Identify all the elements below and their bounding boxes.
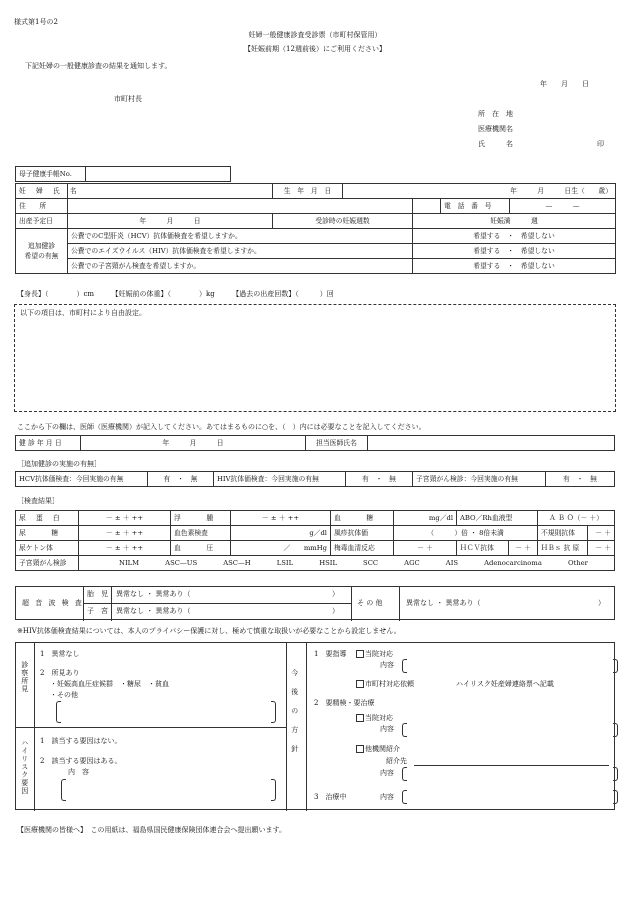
urine-sugar-value[interactable]: － ± ＋ ++ [79, 526, 171, 541]
policy-detail-exam[interactable]: 2 要精検・要治療 [314, 699, 375, 707]
due-date-label: 出産予定日 [16, 214, 68, 229]
uterus-label: 子 宮 [87, 607, 108, 615]
diag-normal[interactable]: 1 異常なし [40, 650, 80, 658]
name-label: 妊 婦 氏 名 [16, 184, 68, 199]
uterus-choice[interactable]: 異常なし ・ 異常あり（ [116, 607, 191, 615]
blood-pressure-label: 血 圧 [171, 541, 231, 556]
cervical-cancer-label: 子宮頸がん検診 [16, 556, 79, 571]
rubella-value[interactable]: （ ）倍 ・ 8倍未満 [394, 526, 538, 541]
ultrasound-block [15, 586, 615, 620]
hcv-antibody-value[interactable]: － ＋ [509, 541, 538, 556]
risk-yes[interactable]: 2 該当する要因はある。 [40, 757, 122, 765]
cervical-option[interactable]: ASC—H [223, 558, 251, 567]
hiv-done-choice[interactable]: 有 ・ 無 [346, 472, 413, 487]
risk-content-label: 内 容 [68, 768, 89, 776]
cervical-option[interactable]: ASC—US [165, 558, 198, 567]
hiv-privacy-note: ※HIV抗体価検査結果については、本人のプライバシー保護に対し、極めて慎重な取扱いが必要なことから設定しません。 [17, 627, 401, 635]
urine-ketone-label: 尿ケトン体 [16, 541, 79, 556]
diag-findings-other[interactable]: ・その他 [50, 691, 78, 699]
policy-highrisk-form: ハイリスク妊産婦連絡票へ記載 [456, 680, 554, 688]
referral-dest-label: 紹介先 [386, 757, 407, 765]
hiv-request-choice[interactable]: 希望する ・ 希望しない [413, 244, 616, 259]
rubella-label: 風疹抗体価 [331, 526, 394, 541]
policy-detail-inhouse[interactable]: 当院対応 [365, 714, 393, 722]
additional-heading: ［追加健診の実施の有無］ [17, 460, 101, 468]
hbs-antigen-value[interactable]: － ＋ [588, 541, 615, 556]
checkbox-icon[interactable] [356, 745, 364, 753]
checkbox-icon[interactable] [356, 680, 364, 688]
other-label: そ の 他 [357, 599, 383, 607]
doctor-name-label: 氏 名 [478, 140, 513, 148]
fetus-paren: ） [332, 590, 339, 598]
uterus-paren: ） [332, 607, 339, 615]
checkbox-icon[interactable] [356, 650, 364, 658]
doctor-in-charge-field[interactable] [368, 436, 615, 451]
blood-type-value[interactable]: Ａ Ｂ Ｏ（－ ＋） [538, 511, 615, 526]
results-heading: ［検査結果］ [17, 497, 59, 505]
patient-info-table [15, 183, 616, 274]
diagnosis-label: 診察所見 [20, 661, 29, 693]
hcv-done-label: HCV抗体価検査：今回実施の有無 [16, 472, 148, 487]
irregular-antibody-label: 不規則抗体 [538, 526, 588, 541]
seal-mark: 印 [597, 140, 604, 148]
other-paren: ） [598, 599, 605, 607]
fetus-choice[interactable]: 異常なし ・ 異常あり（ [116, 590, 191, 598]
additional-exam-table [15, 471, 615, 487]
referral-content-label: 内容 [380, 769, 394, 777]
fetus-label: 胎 児 [87, 590, 108, 598]
cervical-option[interactable]: HSIL [319, 558, 337, 567]
hcv-antibody-label: ＨＣＶ抗体 [457, 541, 509, 556]
blood-pressure-value[interactable]: ／ mmHg [231, 541, 331, 556]
policy-guidance[interactable]: 1 要指導 [314, 650, 347, 658]
exam-date-table [15, 435, 615, 451]
cervical-option[interactable]: LSIL [276, 558, 294, 567]
blood-sugar-value[interactable]: mg／dl [394, 511, 457, 526]
policy-detail-content-label: 内容 [380, 725, 394, 733]
policy-guidance-inhouse[interactable]: 当院対応 [365, 650, 393, 658]
extra-exam-label: 追加健診 希望の有無 [16, 229, 68, 274]
cervical-option[interactable]: AGC [404, 558, 420, 567]
hcv-request-choice[interactable]: 希望する ・ 希望しない [413, 229, 616, 244]
policy-guidance-content-label: 内容 [380, 661, 394, 669]
blood-type-label: ABO／Rh血液型 [457, 511, 538, 526]
diag-findings-items[interactable]: ・妊娠高血圧症候群 ・糖尿 ・貧血 [50, 680, 169, 688]
hemoglobin-value[interactable]: g／dl [231, 526, 331, 541]
free-area-text: 以下の項目は、市町村により自由設定。 [20, 309, 146, 317]
hcv-done-choice[interactable]: 有 ・ 無 [148, 472, 214, 487]
findings-block [15, 642, 615, 810]
high-risk-label: ハイリスク要因 [20, 739, 29, 795]
urine-sugar-label: 尿 糖 [16, 526, 79, 541]
cervical-option[interactable]: Adenocarcinoma [484, 558, 542, 567]
urine-protein-value[interactable]: － ± ＋ ++ [79, 511, 171, 526]
birth-field[interactable]: 年 月 日生（ 歳） [343, 184, 616, 199]
future-policy-label: 今後の方針 [290, 669, 299, 764]
municipal-free-area[interactable] [14, 304, 616, 412]
edema-label: 浮 腫 [171, 511, 231, 526]
cervical-request-choice[interactable]: 希望する ・ 希望しない [413, 259, 616, 274]
cervical-done-choice[interactable]: 有 ・ 無 [546, 472, 615, 487]
other-choice[interactable]: 異常なし ・ 異常あり（ [406, 599, 481, 607]
referral-dest-field[interactable] [414, 765, 609, 766]
policy-under-treatment[interactable]: 3 治療中 [314, 793, 347, 801]
address-label: 住 所 [16, 199, 68, 214]
hcv-request-text: 公費でのC型肝炎（HCV）抗体価検査を希望しますか。 [68, 229, 413, 244]
hemoglobin-label: 血色素検査 [171, 526, 231, 541]
phone-label: 電 話 番 号 [441, 199, 510, 213]
cervical-option[interactable]: SCC [363, 558, 379, 567]
handbook-no-label: 母子健康手帳No. [16, 167, 86, 182]
form-number: 様式第1号の2 [14, 18, 58, 26]
cervical-option[interactable]: NILM [119, 558, 140, 567]
weeks-label: 受診時の妊娠週数 [273, 214, 413, 229]
body-measurements-line[interactable]: 【身長】（ ）cm 【妊娠前の体重】（ ）kg 【過去の出産回数】（ ）回 [17, 290, 334, 298]
syphilis-value[interactable]: － ＋ [394, 541, 457, 556]
checkbox-icon[interactable] [356, 714, 364, 722]
form-subtitle: 【妊娠前期（12週前後）にご利用ください】 [244, 45, 386, 53]
hbs-antigen-label: ＨＢｓ 抗 原 [538, 541, 588, 556]
weeks-field[interactable]: 妊娠満 週 [413, 214, 616, 229]
irregular-antibody-value[interactable]: － ＋ [588, 526, 615, 541]
due-date-field[interactable]: 年 月 日 [68, 214, 273, 229]
address-field[interactable] [68, 199, 413, 214]
results-table [15, 510, 615, 571]
policy-referral[interactable]: 他機関紹介 [365, 745, 400, 753]
notice-text: 下記妊婦の一般健康診査の結果を通知します。 [25, 62, 172, 70]
notice-date: 年 月 日 [540, 80, 589, 88]
blood-sugar-label: 血 糖 [331, 511, 394, 526]
cervical-option[interactable]: Other [567, 558, 588, 567]
syphilis-label: 梅毒血清反応 [331, 541, 394, 556]
doctor-instruction: ここから下の欄は、医師（医療機関）が記入してください。あてはまるものに○を、（ ）内には必要なことを記入してください。 [17, 423, 426, 431]
doctor-in-charge-label: 担当医師氏名 [306, 436, 368, 451]
treatment-content-label: 内容 [380, 793, 394, 801]
mayor-label: 市町村長 [114, 95, 142, 103]
hiv-request-text: 公費でのエイズウイルス（HIV）抗体価検査を希望しますか。 [68, 244, 413, 259]
urine-protein-label: 尿 蛋 白 [16, 511, 79, 526]
handbook-no-field[interactable] [86, 167, 231, 182]
cervical-request-text: 公費での子宮頸がん検査を希望しますか。 [68, 259, 413, 274]
clinic-name-label: 医療機関名 [478, 125, 513, 133]
exam-date-field[interactable]: 年 月 日 [81, 436, 306, 451]
name-field[interactable] [68, 184, 273, 199]
handbook-number-table [15, 166, 231, 182]
footer-note: 【医療機関の皆様へ】 この用紙は、福島県国民健康保険団体連合会へ提出願います。 [17, 826, 286, 834]
form-title: 妊婦一般健康診査受診票（市町村保管用） [248, 31, 382, 39]
diag-findings[interactable]: 2 所見あり [40, 669, 80, 677]
policy-municipal-request[interactable]: 市町村対応依頼 [365, 680, 414, 688]
birth-label: 生 年 月 日 [273, 184, 343, 199]
risk-none[interactable]: 1 該当する要因はない。 [40, 737, 122, 745]
ultrasound-label: 超 音 波 検 査 [22, 599, 84, 607]
exam-date-label: 健 診 年 月 日 [16, 436, 81, 451]
cervical-done-label: 子宮頸がん検診：今回実施の有無 [413, 472, 546, 487]
edema-value[interactable]: － ± ＋ ++ [231, 511, 331, 526]
clinic-address-label: 所 在 地 [478, 110, 513, 118]
hiv-done-label: HIV抗体価検査：今回実施の有無 [214, 472, 346, 487]
cervical-option[interactable]: AIS [445, 558, 459, 567]
urine-ketone-value[interactable]: － ± ＋ ++ [79, 541, 171, 556]
phone-field[interactable]: — — [545, 201, 580, 210]
